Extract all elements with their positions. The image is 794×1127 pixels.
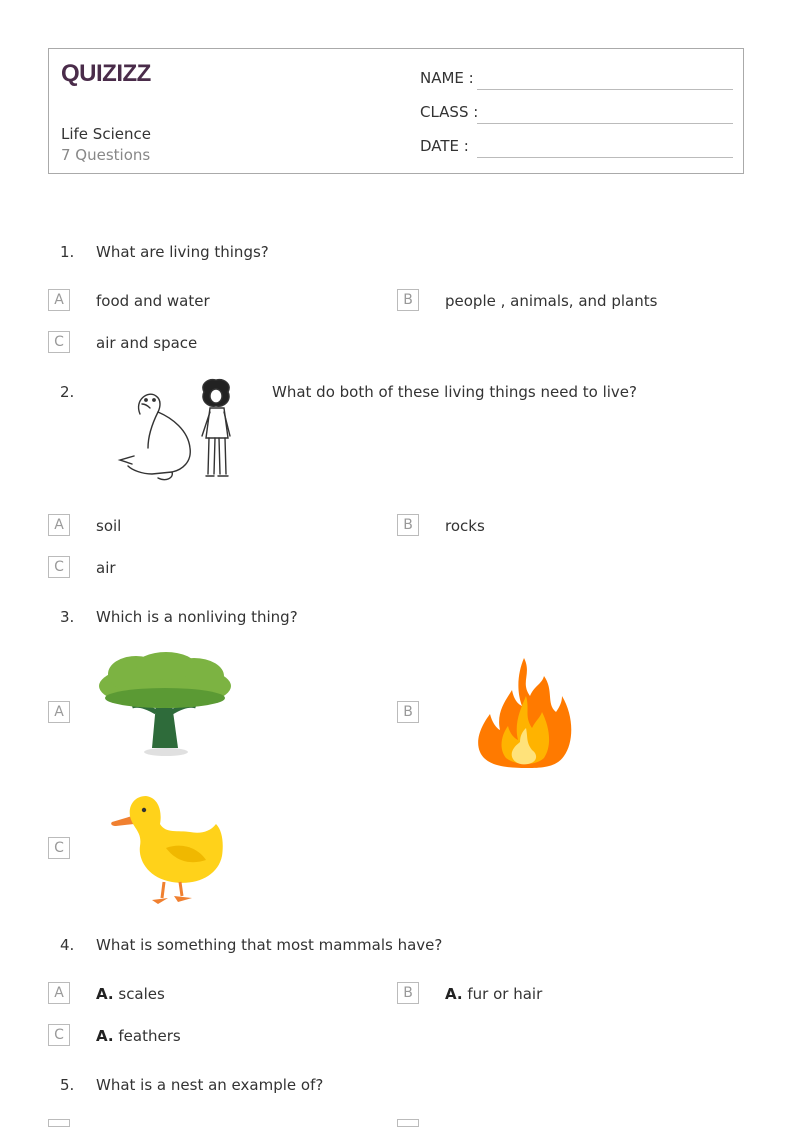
question-number: 3. bbox=[60, 608, 75, 626]
girl-icon bbox=[202, 380, 230, 476]
option-prefix: A. bbox=[445, 985, 463, 1003]
date-field[interactable] bbox=[477, 157, 733, 158]
option-letter-box[interactable]: A bbox=[48, 701, 70, 723]
option-text: rocks bbox=[445, 517, 485, 535]
subject-title: Life Science bbox=[61, 125, 151, 143]
option-prefix: A. bbox=[96, 1027, 114, 1045]
option-text: soil bbox=[96, 517, 122, 535]
option-letter-box[interactable]: A bbox=[48, 982, 70, 1004]
seal-icon bbox=[120, 394, 190, 479]
question-count: 7 Questions bbox=[61, 146, 151, 164]
question-number: 1. bbox=[60, 243, 75, 261]
option-letter-box[interactable]: C bbox=[48, 556, 70, 578]
logo-text: QUIZIZZ bbox=[61, 60, 151, 87]
question-number: 4. bbox=[60, 936, 75, 954]
option-label: fur or hair bbox=[467, 985, 543, 1003]
option-letter-box[interactable]: A bbox=[48, 289, 70, 311]
question-number: 5. bbox=[60, 1076, 75, 1094]
question-text: What do both of these living things need to live? bbox=[272, 383, 637, 401]
option-letter-box[interactable]: A bbox=[48, 514, 70, 536]
question-text: Which is a nonliving thing? bbox=[96, 608, 298, 626]
option-letter-box[interactable] bbox=[48, 1119, 70, 1127]
option-letter-box[interactable]: C bbox=[48, 837, 70, 859]
option-label: feathers bbox=[118, 1027, 181, 1045]
class-label: CLASS : bbox=[420, 103, 479, 121]
option-text: food and water bbox=[96, 292, 210, 310]
seal-and-girl-drawing bbox=[112, 378, 242, 484]
option-letter-box[interactable]: B bbox=[397, 289, 419, 311]
date-label: DATE : bbox=[420, 137, 469, 155]
option-text bbox=[96, 985, 165, 1003]
option-text bbox=[96, 1027, 181, 1045]
option-letter-box[interactable]: B bbox=[397, 514, 419, 536]
question-number: 2. bbox=[60, 383, 75, 401]
option-text bbox=[445, 985, 542, 1003]
name-field[interactable] bbox=[477, 89, 733, 90]
class-field[interactable] bbox=[477, 123, 733, 124]
option-text: air and space bbox=[96, 334, 198, 352]
option-prefix: A. bbox=[96, 985, 114, 1003]
option-text: people , animals, and plants bbox=[445, 292, 658, 310]
worksheet-header bbox=[48, 48, 744, 174]
question-text: What is something that most mammals have? bbox=[96, 936, 443, 954]
question-text: What are living things? bbox=[96, 243, 269, 261]
quizizz-logo bbox=[61, 59, 153, 87]
option-letter-box[interactable]: C bbox=[48, 1024, 70, 1046]
name-label: NAME : bbox=[420, 69, 474, 87]
question-text: What is a nest an example of? bbox=[96, 1076, 324, 1094]
fire-icon bbox=[476, 656, 574, 770]
option-text: air bbox=[96, 559, 116, 577]
tree-icon bbox=[96, 652, 234, 758]
option-letter-box[interactable]: C bbox=[48, 331, 70, 353]
option-letter-box[interactable]: B bbox=[397, 982, 419, 1004]
duck-icon bbox=[106, 794, 228, 906]
option-letter-box[interactable]: B bbox=[397, 701, 419, 723]
option-letter-box[interactable] bbox=[397, 1119, 419, 1127]
option-label: scales bbox=[118, 985, 165, 1003]
